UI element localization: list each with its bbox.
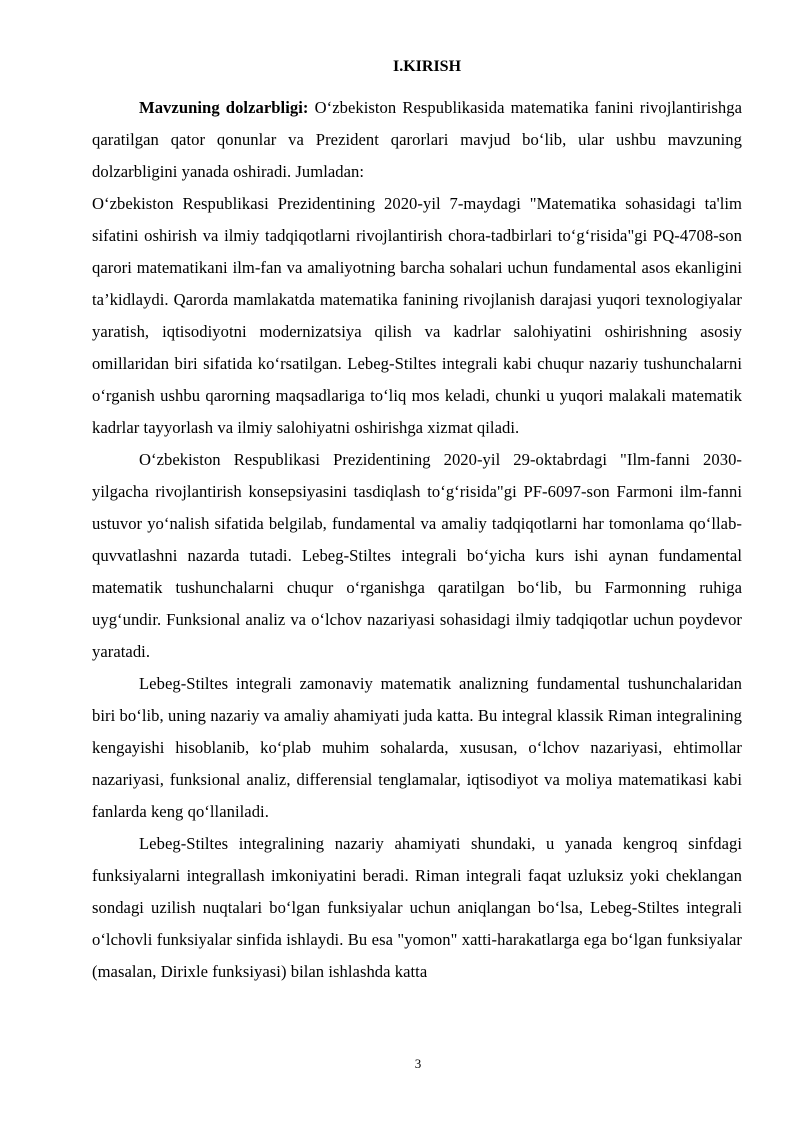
paragraph-decree-pq4708: O‘zbekiston Respublikasi Prezidentining 2020-yil 7-maydagi "Matematika sohasidagi ta'lim sifatini oshirish va ilmiy tadqiqotlarni rivojlantirish chora-tadbirlari to‘g‘risida"gi PQ-4708-son qarori matematikani ilm-fan va amaliyotning barcha sohalari uchun fundamental asos ekanligini ta’kidlaydi. Qarorda mamlakatda matematika fanining rivojlanish darajasi yuqori texnologiyalar yaratish, iqtisodiyotni modernizatsiya qilish va kadrlar salohiyatini oshirishning asosiy omillaridan biri sifatida ko‘rsatilgan. Lebeg-Stiltes integrali kabi chuqur nazariy tushunchalarni o‘rganish ushbu qarorning maqsadlariga to‘liq mos keladi, chunki u yuqori malakali matematik kadrlar tayyorlash va ilmiy salohiyatni oshirishga xizmat qiladi.	[92, 194, 742, 437]
paragraph-lebesgue-stieltjes-intro: Lebeg-Stiltes integrali zamonaviy matematik analizning fundamental tushunchalaridan biri bo‘lib, uning nazariy va amaliy ahamiyati juda katta. Bu integral klassik Riman integralining kengayishi hisoblanib, ko‘plab muhim sohalarda, xususan, o‘lchov nazariyasi, ehtimollar nazariyasi, funksional analiz, differensial tenglamalar, iqtisodiyot va moliya matematikasi kabi fanlarda keng qo‘llaniladi.	[92, 674, 742, 821]
intro-paragraph	[92, 92, 742, 188]
intro-text: O‘zbekiston Respublikasida matematika fanini rivojlantirishga qaratilgan qator qonunlar va Prezident qarorlari mavjud bo‘lib, ular ushbu mavzuning dolzarbligini yanada oshiradi. Jumladan:	[92, 98, 742, 181]
paragraph-decree-pf6097: O‘zbekiston Respublikasi Prezidentining 2020-yil 29-oktabrdagi "Ilm-fanni 2030-yilgacha rivojlantirish konsepsiyasini tasdiqlash to‘g‘risida"gi PF-6097-son Farmoni ilm-fanni ustuvor yo‘nalish sifatida belgilab, fundamental va amaliy tadqiqotlarni har tomonlama qo‘llab-quvvatlashni nazarda tutadi. Lebeg-Stiltes integrali bo‘yicha kurs ishi aynan fundamental matematik tushunchalarni chuqur o‘rganishga qaratilgan bo‘lib, bu Farmonning ruhiga uyg‘undir. Funksional analiz va o‘lchov nazariyasi sohasidagi ilmiy tadqiqotlar uchun poydevor yaratadi.	[92, 450, 742, 661]
intro-lead: Mavzuning dolzarbligi:	[139, 98, 309, 117]
paragraph-theoretical-importance: Lebeg-Stiltes integralining nazariy ahamiyati shundaki, u yanada kengroq sinfdagi funksiyalarni integrallash imkoniyatini beradi. Riman integrali faqat uzluksiz yoki cheklangan sondagi uzilish nuqtalari bo‘lgan funksiyalar uchun aniqlangan bo‘lsa, Lebeg-Stiltes integrali o‘lchovli funksiyalar sinfida ishlaydi. Bu esa "yomon" xatti-harakatlarga ega bo‘lgan funksiyalar (masalan, Dirixle funksiyasi) bilan ishlashda katta	[92, 834, 742, 981]
document-page	[92, 56, 742, 988]
page-number: 3	[414, 1056, 422, 1071]
section-heading: I.KIRISH	[392, 58, 462, 75]
